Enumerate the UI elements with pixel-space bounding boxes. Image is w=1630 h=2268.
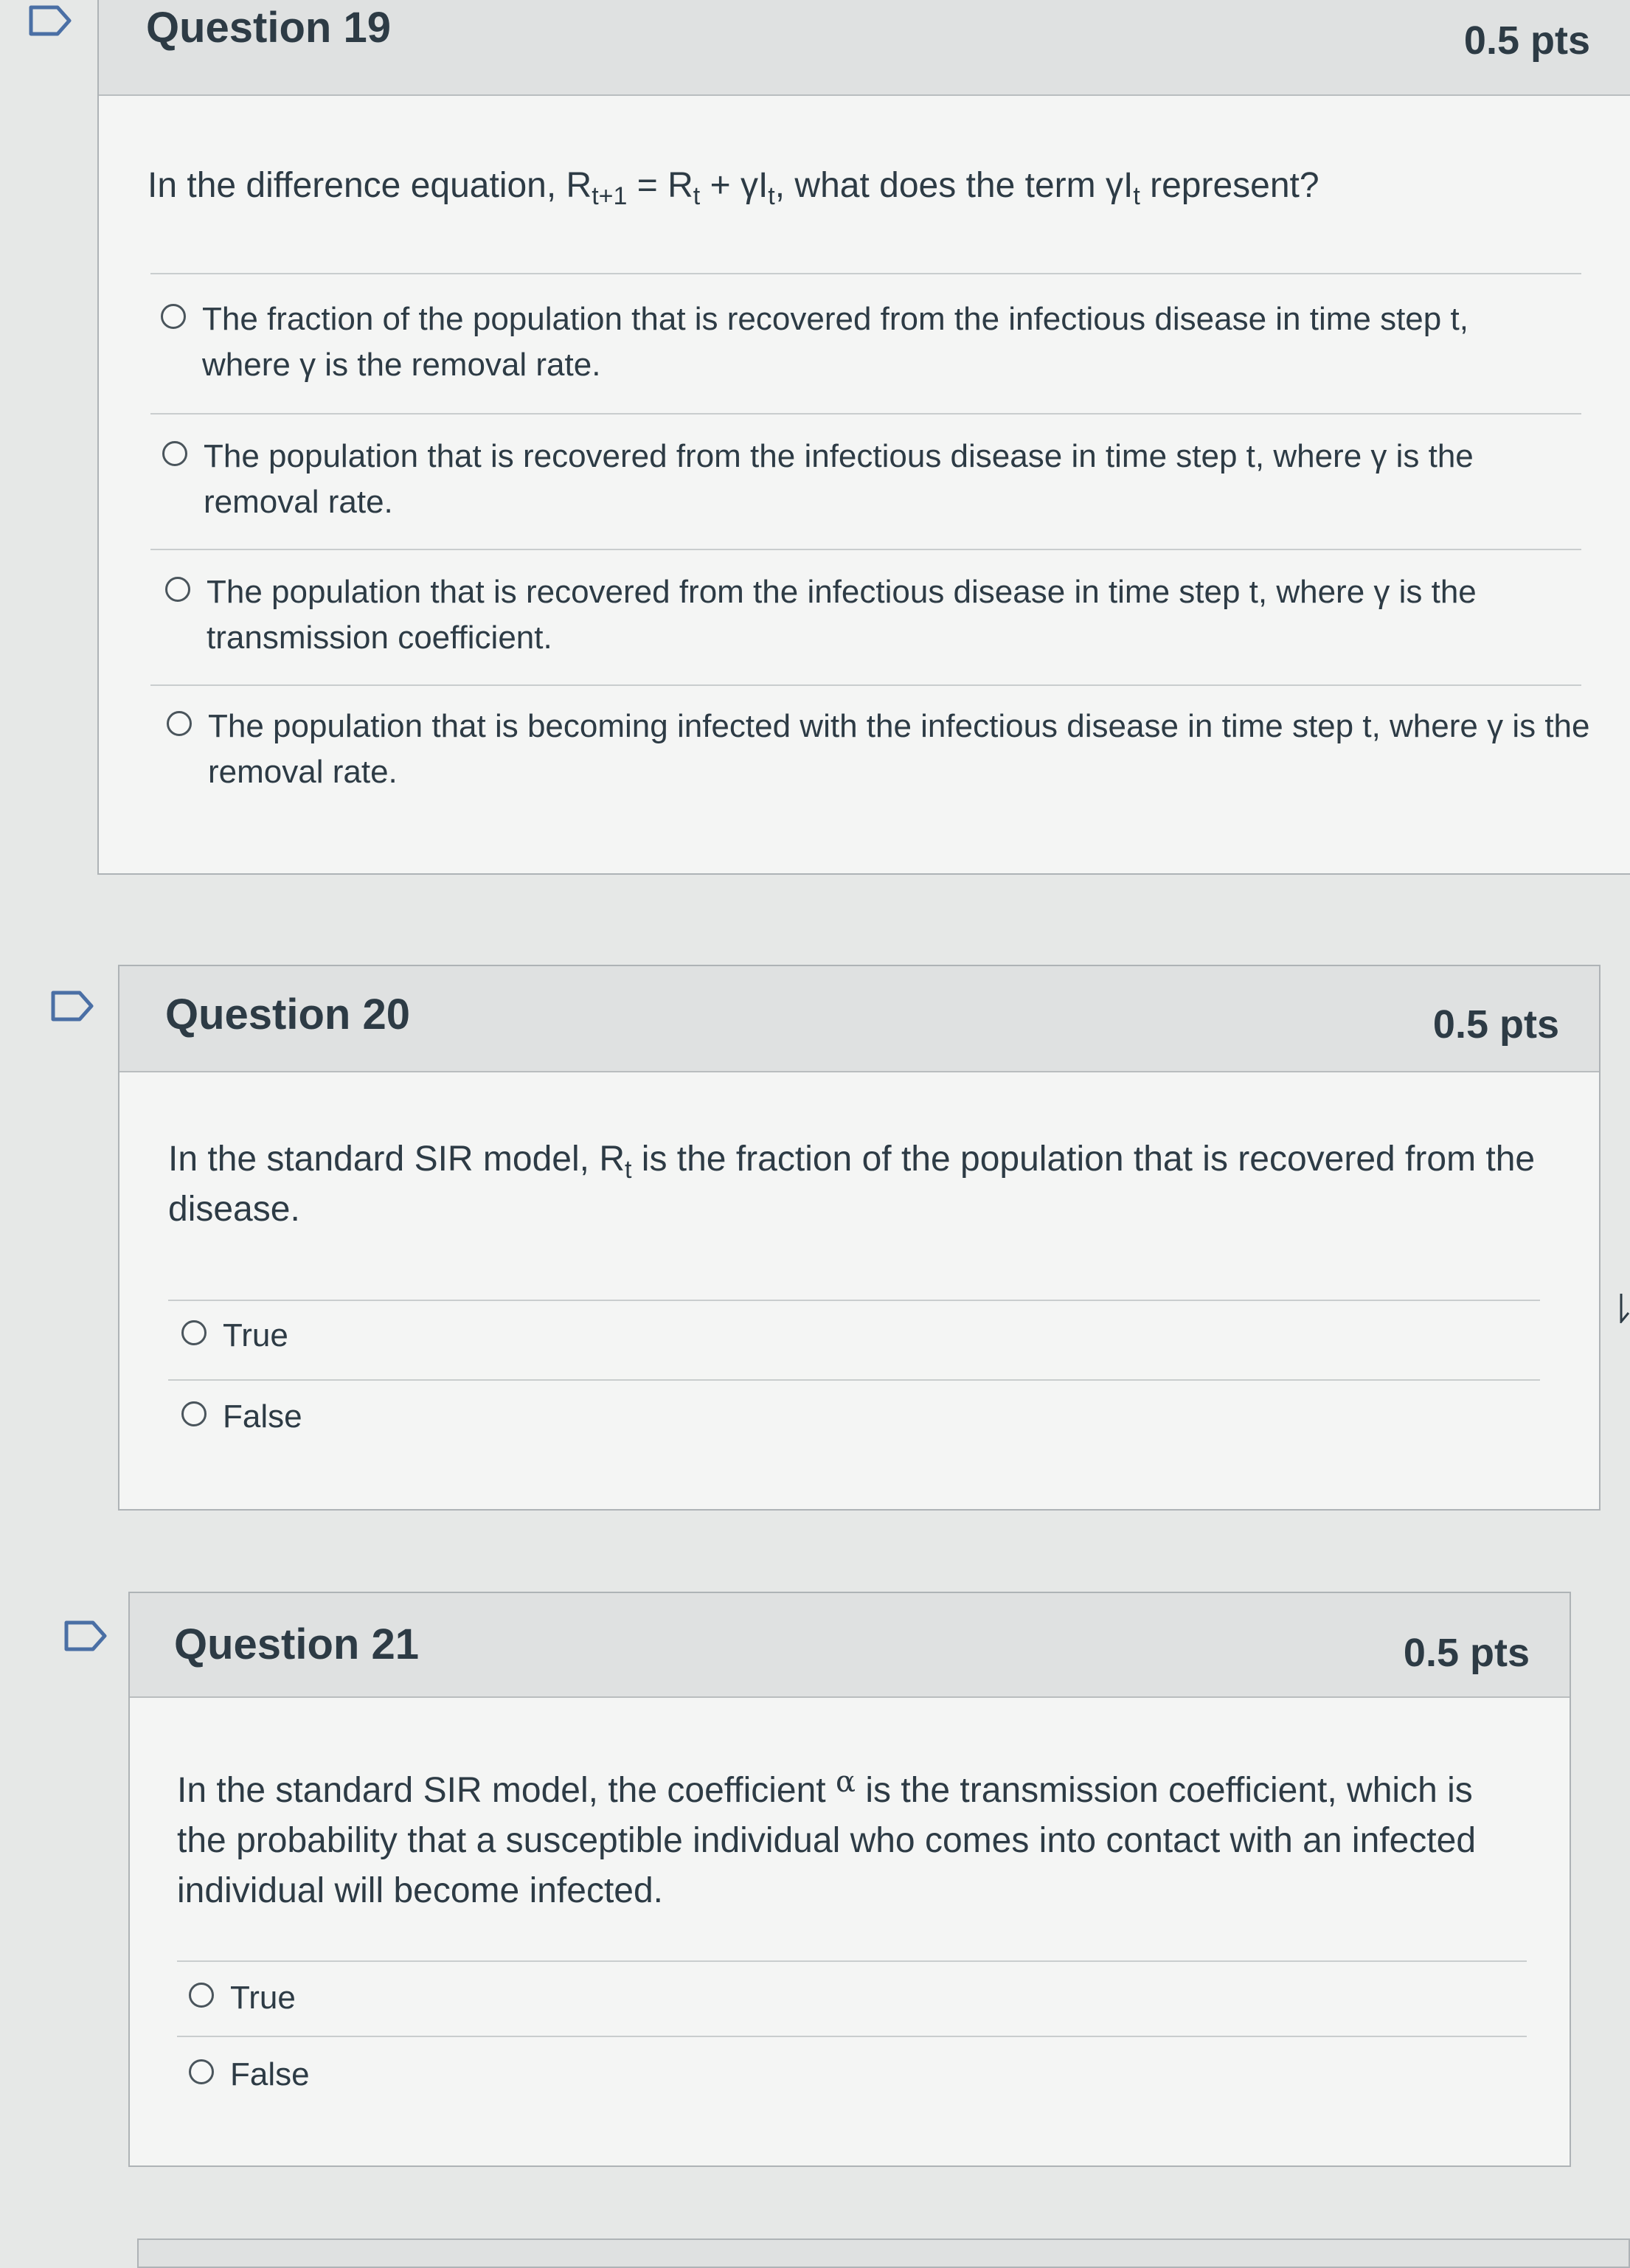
question-card-21 [128,1592,1571,2167]
question-header [130,1593,1570,1698]
answer-label: The population that is recovered from the infectious disease in time step t, where γ is the transmission coefficient. [207,574,1477,656]
question-title: Question 20 [165,991,410,1038]
radio-button[interactable] [161,304,186,329]
answer-label: The population that is recovered from the infectious disease in time step t, where γ is the removal rate. [204,438,1474,520]
alpha-symbol: α [835,1765,856,1799]
answer-label: True [230,1980,296,2016]
divider [168,1379,1540,1381]
answer-label: The fraction of the population that is recovered from the infectious disease in time step t, where γ is the removal rate. [202,301,1468,383]
answer-label: True [223,1317,288,1353]
flag-question-icon[interactable] [50,990,94,1022]
radio-button[interactable] [162,441,187,466]
flag-question-icon[interactable] [28,4,72,37]
answer-label: False [223,1398,302,1435]
question-text: In the standard SIR model, the coefficient $^\alpha$ is the transmission coefficient, which is the probability that a susceptible individual who comes into contact with an infected individual will become infected. [177,1765,1477,1910]
answer-option[interactable] [181,1313,288,1359]
divider [150,684,1581,686]
divider [150,273,1581,274]
divider [177,2036,1527,2037]
answer-option[interactable] [167,704,1590,795]
radio-button[interactable] [181,1401,207,1426]
divider [168,1300,1540,1301]
answer-option[interactable] [181,1394,302,1440]
divider [150,413,1581,415]
radio-button[interactable] [181,1320,207,1345]
question-text: In the standard SIR model, $R_t$ is the fraction of the population that is recovered from the disease. [168,1140,1536,1229]
answer-option[interactable] [189,2052,310,2098]
question-card-20 [118,965,1600,1511]
question-title: Question 19 [146,4,391,52]
radio-button[interactable] [189,1983,214,2008]
answer-option[interactable] [189,1975,296,2021]
radio-button[interactable] [165,577,190,602]
question-points: 0.5 pts [1403,1631,1530,1675]
question-points: 0.5 pts [1463,18,1590,63]
question-points: 0.5 pts [1432,1002,1559,1047]
mouse-cursor-icon [1620,1292,1630,1323]
divider [150,549,1581,550]
divider [177,1960,1527,1962]
question-text: In the difference equation, $R_{t+1} = R_t + \gamma I_t$, what does the term $\gamma I_t$ represent? [148,166,1319,210]
radio-button[interactable] [189,2059,214,2084]
question-title: Question 21 [174,1620,419,1668]
question-header [99,0,1630,96]
answer-option[interactable] [162,434,1564,525]
radio-button[interactable] [167,711,192,736]
answer-option[interactable] [165,569,1537,661]
question-header [119,966,1599,1072]
answer-label: False [230,2056,310,2092]
answer-option[interactable] [161,296,1533,388]
answer-label: The population that is becoming infected with the infectious disease in time step t, where γ is the removal rate. [208,708,1590,790]
question-card-19 [97,0,1630,875]
flag-question-icon[interactable] [63,1620,108,1652]
next-question-card [137,2238,1630,2268]
